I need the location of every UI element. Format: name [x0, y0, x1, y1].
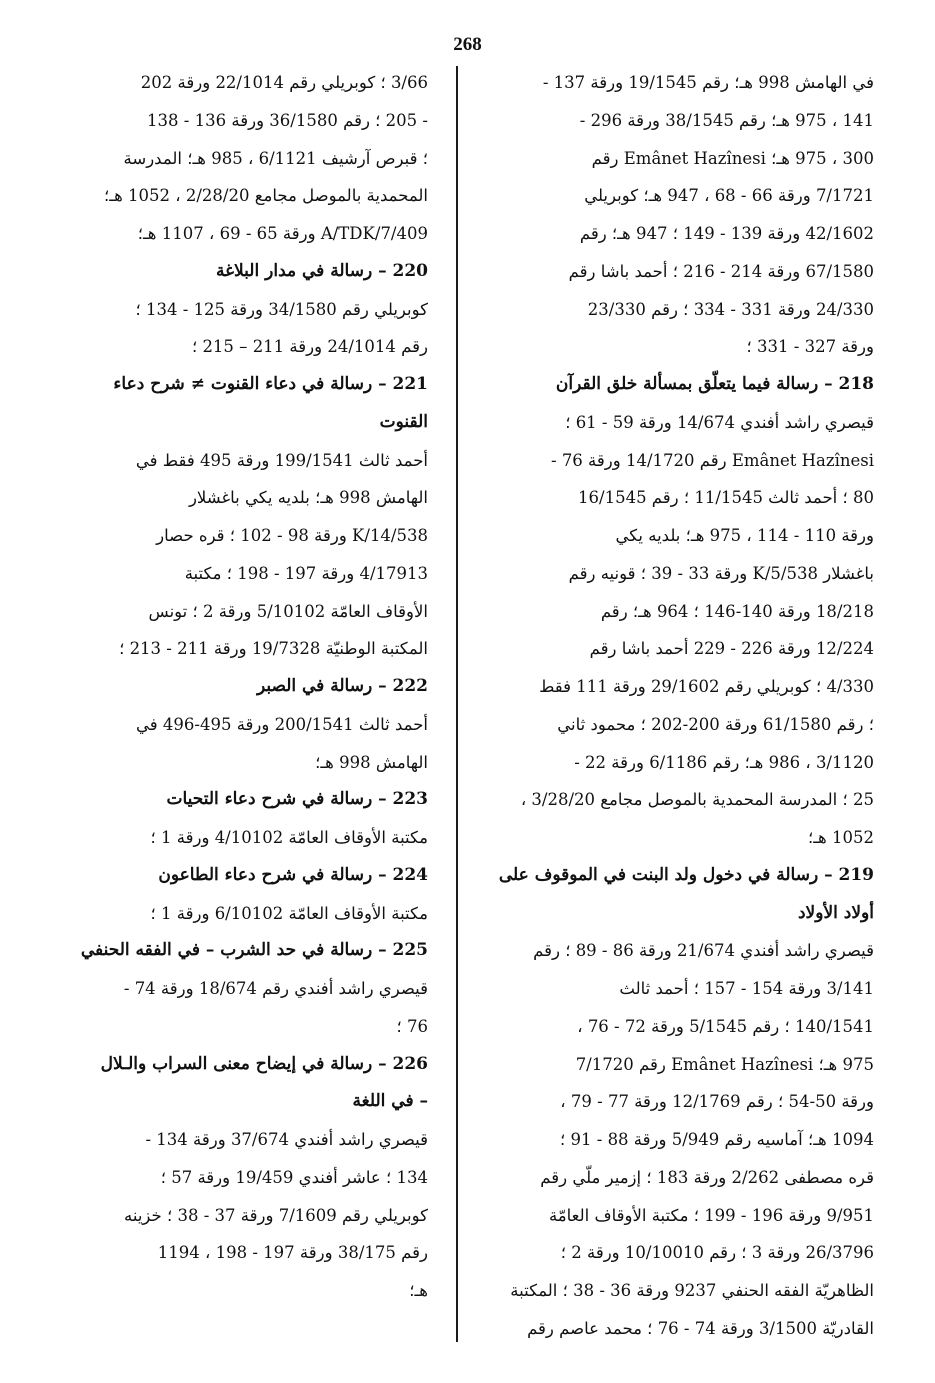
- left-column-text-line: كوبريلي رقم 34/1580 ورقة 125 - 134 ؛: [135, 299, 428, 319]
- right-column-text-line: قيصري راشد أفندي 14/674 ورقة 59 - 61 ؛: [565, 412, 874, 432]
- left-column-text-line: 76 ؛: [396, 1016, 428, 1036]
- right-column-text-line: Emânet Hazînesi رقم 14/1720 ورقة 76 -: [550, 450, 874, 470]
- left-column-text-line: 7/409/A/TDK ورقة 65 - 69 ، 1107 هـ؛: [137, 224, 428, 243]
- left-column-text-line: 3/66 ؛ كوبريلي رقم 22/1014 ورقة 202: [140, 73, 428, 92]
- left-column-heading-line: 224 – رسالة في شرح دعاء الطاعون: [158, 864, 428, 885]
- right-column-text-line: 7/1721 ورقة 66 - 68 ، 947 هـ؛ كوبريلي: [584, 186, 874, 206]
- right-column-text-line: الظاهريّة الفقه الحنفي 9237 ورقة 36 - 38 ؛ المكتبة: [510, 1281, 874, 1300]
- right-column-text-line: قيصري راشد أفندي 21/674 ورقة 86 - 89 ؛ رقم: [533, 941, 874, 961]
- left-column-text-line: - 205 ؛ رقم 36/1580 ورقة 136 - 138: [147, 110, 428, 130]
- left-column-heading-line: القنوت: [379, 411, 428, 432]
- left-column-text-line: أحمد ثالث 200/1541 ورقة 495-496 في: [135, 714, 428, 734]
- left-column-text-line: قيصري راشد أفندي رقم 18/674 ورقة 74 -: [123, 979, 428, 998]
- right-column-text-line: 67/1580 ورقة 214 - 216 ؛ أحمد باشا رقم: [568, 261, 874, 281]
- left-column-text-line: قيصري راشد أفندي 37/674 ورقة 134 -: [145, 1130, 428, 1149]
- column-divider: [456, 66, 458, 1342]
- right-column-text-line: 975 هـ؛ Emânet Hazînesi رقم 7/1720: [575, 1054, 874, 1074]
- right-column-text-line: 141 ، 975 هـ؛ رقم 38/1545 ورقة 296 -: [579, 110, 874, 130]
- right-column-text-line: 4/330 ؛ كوبريلي رقم 29/1602 ورقة 111 فقط: [539, 677, 874, 696]
- right-column-text-line: ورقة 50-54 ؛ رقم 12/1769 ورقة 77 - 79 ،: [560, 1092, 874, 1112]
- right-column-heading-line: أولاد الأولاد: [797, 902, 874, 923]
- right-column-text-line: 24/330 ورقة 331 - 334 ؛ رقم 23/330: [587, 299, 874, 319]
- right-column-text-line: القادريّة 3/1500 ورقة 74 - 76 ؛ محمد عاصم رقم: [527, 1318, 874, 1338]
- left-column-text-line: أحمد ثالث 199/1541 ورقة 495 فقط في: [135, 450, 428, 470]
- left-column-text-line: ؛ قبرص آرشيف 6/1121 ، 985 هـ؛ المدرسة: [123, 148, 428, 168]
- right-column-text-line: 3/141 ورقة 154 - 157 ؛ أحمد ثالث: [619, 979, 874, 998]
- right-column-text-line: 26/3796 ورقة 3 ؛ رقم 10/10010 ورقة 2 ؛: [560, 1243, 874, 1263]
- left-column-text-line: المكتبة الوطنيّة 19/7328 ورقة 211 - 213 ؛: [119, 639, 428, 659]
- left-column: [78, 64, 428, 1310]
- right-column-text-line: ورقة 110 - 114 ، 975 هـ؛ بلديه يكي: [615, 526, 874, 545]
- left-column-text-line: الهامش 998 هـ؛ بلديه يكي باغشلار: [188, 488, 428, 508]
- left-column-text-line: 4/17913 ورقة 197 - 198 ؛ مكتبة: [184, 563, 428, 583]
- right-column-text-line: قره مصطفى 2/262 ورقة 183 ؛ إزمير ملّي رقم: [540, 1167, 874, 1187]
- left-column-text-line: رقم 24/1014 ورقة 211 – 215 ؛: [191, 337, 428, 357]
- right-column-text-line: ؛ رقم 61/1580 ورقة 200-202 ؛ محمود ثاني: [557, 714, 874, 734]
- left-column-text-line: الأوقاف العامّة 5/10102 ورقة 2 ؛ تونس: [148, 601, 428, 621]
- left-column-text-line: الهامش 998 هـ؛: [315, 752, 428, 772]
- page-number: 268: [453, 34, 482, 55]
- right-column-text-line: في الهامش 998 هـ؛ رقم 19/1545 ورقة 137 -: [542, 73, 874, 92]
- right-column-text-line: 1094 هـ؛ آماسيه رقم 5/949 ورقة 88 - 91 ؛: [559, 1130, 874, 1149]
- left-column-text-line: مكتبة الأوقاف العامّة 4/10102 ورقة 1 ؛: [150, 828, 428, 847]
- left-column-heading-line: 226 – رسالة في إيضاح معنى السراب والـلال: [100, 1053, 428, 1074]
- right-column-text-line: 80 ؛ أحمد ثالث 11/1545 ؛ رقم 16/1545: [578, 488, 874, 508]
- right-column-text-line: 42/1602 ورقة 139 - 149 ؛ 947 هـ؛ رقم: [579, 224, 874, 243]
- right-column-text-line: 3/1120 ، 986 هـ؛ رقم 6/1186 ورقة 22 -: [574, 752, 874, 772]
- left-column-heading-line: 220 – رسالة في مدار البلاغة: [216, 260, 428, 281]
- left-column-text-line: 14/538/K ورقة 98 - 102 ؛ قره حصار: [156, 526, 428, 545]
- right-column-text-line: باغشلار 5/538/K ورقة 33 - 39 ؛ قونيه رقم: [568, 563, 874, 583]
- right-column-text-line: 12/224 ورقة 226 - 229 أحمد باشا رقم: [589, 639, 874, 659]
- left-column-heading-line: 223 – رسالة في شرح دعاء التحيات: [166, 789, 428, 810]
- right-column-text-line: 300 ، 975 هـ؛ Emânet Hazînesi رقم: [591, 148, 874, 168]
- left-column-text-line: المحمدية بالموصل مجامع 2/28/20 ، 1052 هـ؛: [104, 186, 428, 206]
- right-column-heading-line: 218 – رسالة فيما يتعلّق بمسألة خلق القرآن: [555, 374, 874, 394]
- left-column-text-line: 134 ؛ عاشر أفندي 19/459 ورقة 57 ؛: [160, 1167, 428, 1187]
- left-column-heading-line: 222 – رسالة في الصبر: [256, 676, 428, 696]
- left-column-text-line: رقم 38/175 ورقة 197 - 198 ، 1194: [157, 1243, 428, 1263]
- left-column-text-line: مكتبة الأوقاف العامّة 6/10102 ورقة 1 ؛: [150, 903, 428, 923]
- left-column-text-line: كوبريلي رقم 7/1609 ورقة 37 - 38 ؛ خزينه: [124, 1205, 428, 1225]
- right-column-text-line: ورقة 327 - 331 ؛: [746, 337, 874, 357]
- right-column-text-line: 140/1541 ؛ رقم 5/1545 ورقة 72 - 76 ،: [577, 1016, 874, 1036]
- right-column: [488, 64, 874, 1348]
- right-column-heading-line: 219 – رسالة في دخول ولد البنت في الموقوف على: [498, 864, 874, 885]
- right-column-text-line: 9/951 ورقة 196 - 199 ؛ مكتبة الأوقاف العامّة: [548, 1205, 874, 1225]
- left-column-heading-line: 221 – رسالة في دعاء القنوت ≠ شرح دعاء: [113, 374, 428, 394]
- left-column-text-line: هـ؛: [409, 1281, 428, 1300]
- right-column-text-line: 1052 هـ؛: [807, 828, 874, 847]
- right-column-text-line: 25 ؛ المدرسة المحمدية بالموصل مجامع 3/28/20 ،: [520, 790, 874, 810]
- left-column-heading-line: 225 – رسالة في حد الشرب – في الفقه الحنفي: [80, 940, 428, 961]
- left-column-heading-line: – في اللغة: [352, 1091, 428, 1112]
- right-column-text-line: 18/218 ورقة 140-146 ؛ 964 هـ؛ رقم: [600, 601, 874, 621]
